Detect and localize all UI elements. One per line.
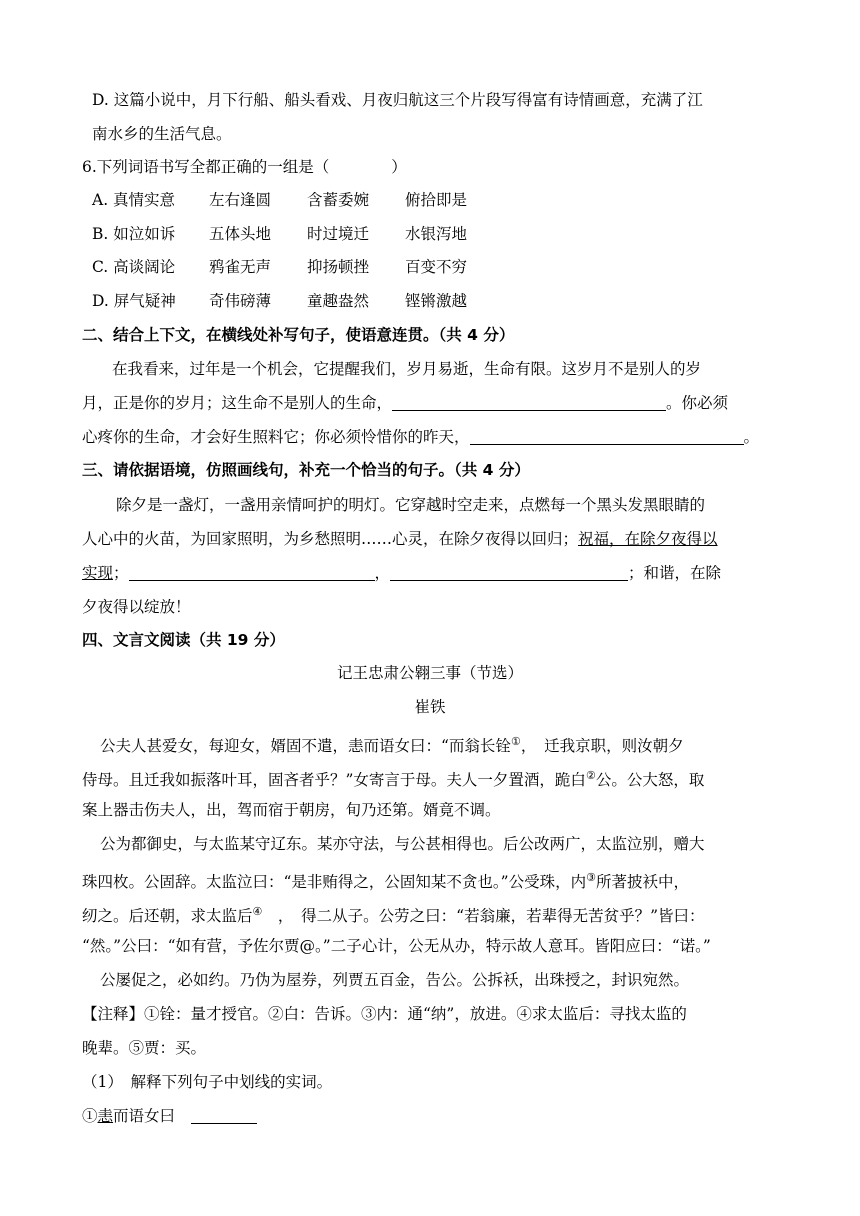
passage-para2-line4: “然。”公曰：“如有营，予佐尔贾@。”二子心计，公无从办，特示故人意耳。皆阳应曰：“诺。”: [82, 937, 711, 955]
section3-para-line1: 除夕是一盏灯，一盏用亲情呵护的明灯。它穿越时空走来，点燃每一个黑头发黑眼睛的: [116, 496, 706, 514]
q6-option-b: B. 如泣如诉 五体头地 时过境迁 水银泻地: [92, 225, 468, 243]
section4-heading: 四、文言文阅读（共 19 分）: [82, 631, 285, 649]
section3-para-line2: 人心中的火苗，为回家照明，为乡愁照明……心灵，在除夕夜得以回归；祝福，在除夕夜得以: [82, 530, 718, 548]
section2-para-line1: 在我看来，过年是一个机会，它提醒我们，岁月易逝，生命有限。这岁月不是别人的岁: [112, 360, 702, 378]
section2-para-line3: 心疼你的生命，才会好生照料它；你必须怜惜你的昨天， 。: [82, 428, 760, 446]
notes-line2: 晚辈。⑤贾：买。: [82, 1039, 207, 1057]
q5-option-d-line1: D. 这篇小说中，月下行船、船头看戏、月夜归航这三个片段写得富有诗情画意，充满了江: [92, 91, 703, 109]
underlined-sentence: 祝福，在除夕夜得以: [578, 530, 718, 548]
passage-para2-line2: 珠四枚。公固辞。太监泣曰：“是非贿得之，公固知某不贪也。”公受珠，内③所著披袄中，: [82, 871, 689, 891]
fill-blank-3[interactable]: [129, 564, 375, 581]
section3-para-line3: 实现； ， ；和谐，在除: [82, 564, 722, 582]
underlined-word: 恚: [97, 1107, 114, 1125]
q5-option-d-line2: 南水乡的生活气息。: [92, 125, 232, 143]
section2-heading: 二、结合上下文，在横线处补写句子，使语意连贯。（共 4 分）: [82, 326, 515, 344]
notes-line1: 【注释】①铨：量才授官。②白：告诉。③内：通“纳”，放进。④求太监后：寻找太监的: [82, 1005, 687, 1023]
question-1a: ①恚而语女曰: [82, 1105, 257, 1127]
fill-blank-2[interactable]: [470, 428, 744, 445]
fill-blank-1[interactable]: [392, 394, 666, 411]
passage-author: 崔铁: [414, 698, 446, 716]
fill-blank-4[interactable]: [390, 564, 628, 581]
q6-option-c: C. 高谈阔论 鸦雀无声 抑扬顿挫 百变不穷: [92, 258, 468, 276]
passage-para1-line3: 案上器击伤夫人，出，驾而宿于朝房，旬乃还第。婿竟不调。: [82, 801, 501, 819]
section3-heading: 三、请依据语境，仿照画线句，补充一个恰当的句子。（共 4 分）: [82, 461, 530, 479]
passage-para2-line1: 公为都御史，与太监某守辽东。某亦守法，与公甚相得也。后公改两广，太监泣别，赠大: [100, 835, 705, 853]
passage-para1-line2: 侍母。且迁我如振落叶耳，固吝者乎？”女寄言于母。夫人一夕置酒，跪白②公。公大怒，取: [82, 769, 705, 789]
passage-title: 记王忠肃公翱三事（节选）: [336, 664, 523, 682]
answer-blank-1a[interactable]: [191, 1107, 257, 1124]
section3-para-line4: 夕夜得以绽放！: [82, 598, 191, 616]
passage-para2-line5: 公屡促之，必如约。乃伪为屋券，列贾五百金，告公。公拆袄，出珠授之，封识宛然。: [100, 971, 690, 989]
passage-para1-line1: 公夫人甚爱女，每迎女，婿固不遣，恚而语女曰：“而翁长铨①， 迁我京职，则汝朝夕: [100, 735, 684, 755]
q6-stem: 6.下列词语书写全都正确的一组是（ ）: [82, 158, 407, 176]
passage-para2-line3: 纫之。后还朝，求太监后④ ， 得二从子。公劳之曰：“若翁廉，若辈得无苦贫乎？”皆曰：: [82, 905, 705, 925]
question-1-stem: （1） 解释下列句子中划线的实词。: [82, 1073, 333, 1091]
q6-option-a: A. 真情实意 左右逢圆 含蓄委婉 俯拾即是: [92, 191, 468, 209]
section2-para-line2: 月，正是你的岁月；这生命不是别人的生命， 。你必须: [82, 394, 729, 412]
q6-option-d: D. 屏气疑神 奇伟磅薄 童趣盎然 铿锵激越: [92, 292, 468, 310]
